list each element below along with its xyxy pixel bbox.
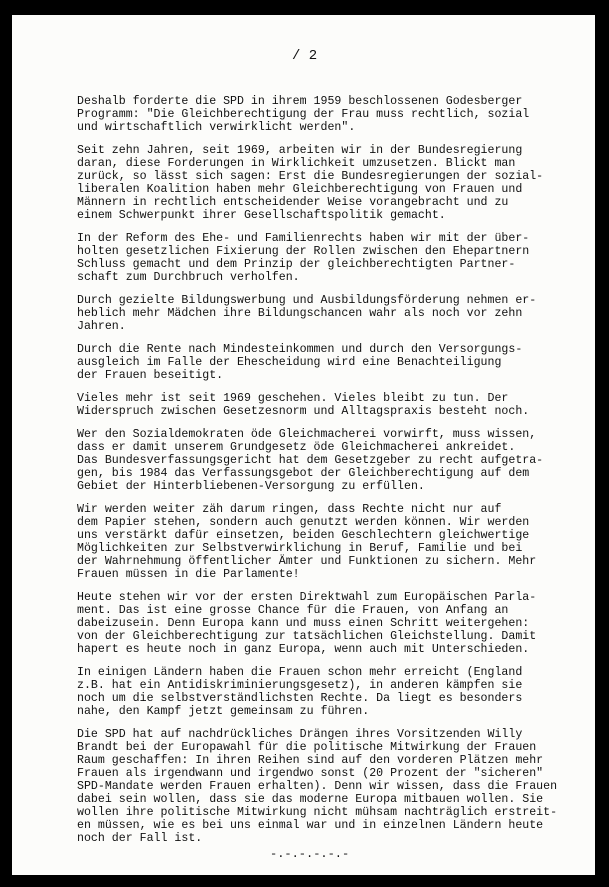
text-line: der Wahrnehmung öffentlicher Ämter und Funktionen zu sichern. Mehr — [77, 555, 537, 568]
text-line: Wer den Sozialdemokraten öde Gleichmacherei vorwirft, muss wissen, — [77, 428, 537, 441]
text-line: SPD-Mandate werden Frauen erhalten). Denn wir wissen, dass die Frauen — [77, 780, 558, 793]
text-line: Durch gezielte Bildungswerbung und Ausbildungsförderung nehmen er- — [77, 294, 537, 307]
text-line: holten gesetzlichen Fixierung der Rollen zwischen den Ehepartnern — [77, 245, 530, 258]
text-line: nahe, den Kampf jetzt gemeinsam zu führen. — [77, 705, 370, 718]
text-line: schaft zum Durchbruch verholfen. — [77, 271, 300, 284]
text-line: dem Papier stehen, sondern auch genutzt werden können. Wir werden — [77, 516, 530, 529]
text-line: Wir werden weiter zäh darum ringen, dass Rechte nicht nur auf — [77, 503, 502, 516]
text-line: dabeizusein. Denn Europa kann und muss einen Schritt weitergehen: — [77, 617, 530, 630]
text-line: In einigen Ländern haben die Frauen schon mehr erreicht (England — [77, 666, 523, 679]
text-line: einem Schwerpunkt ihrer Gesellschaftspolitik gemacht. — [77, 209, 446, 222]
text-line: z.B. hat ein Antidiskriminierungsgesetz), in anderen kämpfen sie — [77, 679, 523, 692]
text-line: Gebiet der Hinterbliebenen-Versorgung zu erfüllen. — [77, 480, 425, 493]
text-line: der Frauen beseitigt. — [77, 369, 224, 382]
text-line: Jahren. — [77, 320, 126, 333]
text-line: Raum geschaffen: In ihren Reihen sind auf den vorderen Plätzen mehr — [77, 754, 544, 767]
text-line: zurück, so lässt sich sagen: Erst die Bundesregierungen der sozial- — [77, 170, 544, 183]
text-line: Deshalb forderte die SPD in ihrem 1959 beschlossenen Godesberger — [77, 95, 523, 108]
text-line: ausgleich im Falle der Ehescheidung wird eine Benachteiligung — [77, 356, 502, 369]
text-line: Die SPD hat auf nachdrückliches Drängen ihres Vorsitzenden Willy — [77, 728, 523, 741]
text-line: Das Bundesverfassungsgericht hat dem Gesetzgeber zu recht aufgetra- — [77, 454, 544, 467]
page-number: / 2 — [292, 48, 318, 64]
text-line: dabei sein wollen, dass sie das moderne Europa mitbauen wollen. Sie — [77, 793, 544, 806]
text-line: Widerspruch zwischen Gesetzesnorm und Alltagspraxis besteht noch. — [77, 405, 530, 418]
text-line: liberalen Koalition haben mehr Gleichberechtigung von Frauen und — [77, 183, 523, 196]
text-line: Frauen müssen in die Parlamente! — [77, 568, 300, 581]
text-line: noch um die selbstverständlichsten Rechte. Da liegt es besonders — [77, 692, 523, 705]
text-line: Männern in rechtlich entscheidender Weise vorangebracht und zu — [77, 196, 509, 209]
text-line: noch der Fall ist. — [77, 832, 203, 845]
text-line: Frauen als irgendwann und irgendwo sonst (20 Prozent der "sicheren" — [77, 767, 544, 780]
text-line: Vieles mehr ist seit 1969 geschehen. Vieles bleibt zu tun. Der — [77, 392, 509, 405]
text-line: Schluss gemacht und dem Prinzip der gleichberechtigten Partner- — [77, 258, 516, 271]
text-line: wollen ihre politische Mitwirkung nicht mühsam nachträglich erstreit- — [77, 806, 558, 819]
text-line: hapert es heute noch in ganz Europa, wenn auch mit Unterschieden. — [77, 643, 530, 656]
text-line: Durch die Rente nach Mindesteinkommen und durch den Versorgungs- — [77, 343, 523, 356]
text-line: von der Gleichberechtigung zur tatsächlichen Gleichstellung. Damit — [77, 630, 537, 643]
text-line: Programm: "Die Gleichberechtigung der Frau muss rechtlich, sozial — [77, 108, 530, 121]
text-line: Heute stehen wir vor der ersten Direktwahl zum Europäischen Parla- — [77, 591, 537, 604]
text-line: en müssen, wie es bei uns einmal war und in einzelnen Ländern heute — [77, 819, 544, 832]
text-line: In der Reform des Ehe- und Familienrechts haben wir mit der über- — [77, 232, 530, 245]
text-line: ment. Das ist eine grosse Chance für die Frauen, von Anfang an — [77, 604, 509, 617]
text-line: Seit zehn Jahren, seit 1969, arbeiten wir in der Bundesregierung — [77, 144, 523, 157]
text-line: Brandt bei der Europawahl für die politische Mitwirkung der Frauen — [77, 741, 537, 754]
text-line: daran, diese Forderungen in Wirklichkeit umzusetzen. Blickt man — [77, 157, 516, 170]
text-line: Möglichkeiten zur Selbstverwirklichung in Beruf, Familie und bei — [77, 542, 523, 555]
text-line: uns verstärkt dafür einsetzen, beiden Geschlechtern gleichwertige — [77, 529, 530, 542]
text-line: und wirtschaftlich verwirklicht werden". — [77, 121, 356, 134]
text-line: dass er damit unserem Grundgesetz öde Gleichmacherei ankreidet. — [77, 441, 516, 454]
text-line: heblich mehr Mädchen ihre Bildungschancen wahr als noch vor zehn — [77, 307, 523, 320]
end-marker: -.-.-.-.-.- — [270, 847, 350, 861]
text-line: gen, bis 1984 das Verfassungsgebot der Gleichberechtigung auf dem — [77, 467, 530, 480]
